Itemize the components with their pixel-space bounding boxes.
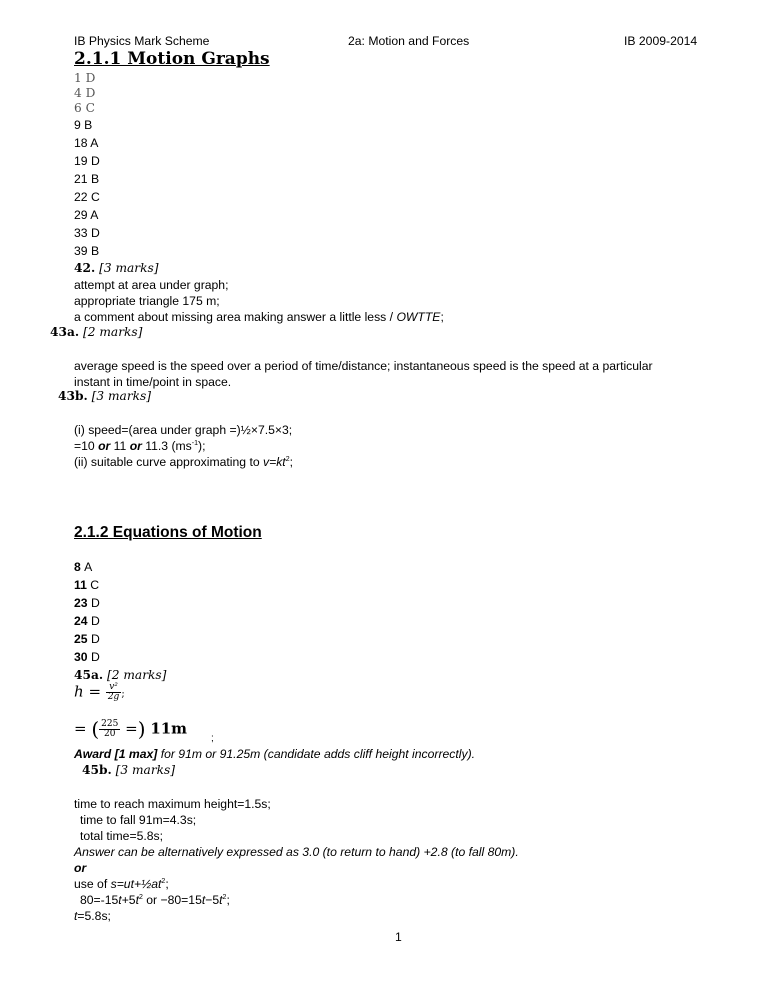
q43a-line: instant in time/point in space. [74,375,232,389]
answer-line: 21 B [74,172,100,186]
text-or: or [129,439,142,453]
q42-line: attempt at area under graph; [74,278,229,292]
header-right: IB 2009-2014 [624,34,698,48]
q45b-line: Answer can be alternatively expressed as 3.0 (to return to hand) +2.8 (to fall 80m). [74,845,519,859]
answer-letter: D [90,614,100,628]
answer-line: 1 D [74,71,96,85]
fraction [99,720,120,739]
header-left: IB Physics Mark Scheme [74,34,210,48]
text: =5.8s; [77,909,111,923]
answer-number: 23 [74,596,88,610]
answer-line [74,560,92,574]
text-italic: OWTTE [396,310,441,324]
q45b-line: time to reach maximum height=1.5s; [74,797,271,811]
text: ; [165,877,169,891]
text-italic: t [118,893,122,907]
text: ; [440,310,444,324]
answer-line [74,614,100,628]
denominator: 20 [104,729,116,739]
equation-result [74,718,187,741]
answer-line: 18 A [74,136,99,150]
text-italic: s=ut+½at [110,877,162,891]
text: +5 [121,893,136,907]
numerator: v² [106,683,122,693]
math-op: = [74,719,87,738]
math-semicolon: ; [121,688,125,700]
page-number: 1 [395,930,402,944]
text: a comment about missing area making answer a little less / [74,310,397,324]
text-italic: t [74,909,78,923]
text: −5 [205,893,220,907]
answer-line: 19 D [74,154,100,168]
text: 80=-15 [80,893,119,907]
math-op: = [88,682,102,701]
text-or: or [98,439,111,453]
text: 11.3 (ms [141,439,192,453]
math-op: = [125,719,138,738]
answer-number: 11 [74,578,87,592]
question-label: 43a. [50,325,80,339]
answer-line: 22 C [74,190,100,204]
q43b-line [74,439,205,453]
text-italic: t [201,893,206,907]
text: =10 [74,439,99,453]
text: use of [74,877,111,891]
q45b-line: time to fall 91m=4.3s; [80,813,197,827]
q45b-line [74,909,111,923]
answer-letter: D [90,596,100,610]
equation-h [74,683,125,702]
math-var: h [74,682,84,701]
math-result: 11m [150,719,188,738]
award-text: for 91m or 91.25m (candidate adds cliff height incorrectly). [157,747,476,761]
answer-line [74,632,100,646]
answer-letter: C [90,578,100,592]
text: ); [198,439,206,453]
answer-line: 29 A [74,208,99,222]
text: 11 [110,439,130,453]
question-label: 42. [74,261,96,275]
paren-left-icon: ( [91,717,100,741]
q45b-line [80,893,230,907]
q42-line: appropriate triangle 175 m; [74,294,220,308]
question-42-heading [74,261,159,275]
answer-number: 8 [74,560,81,574]
question-label: 45b. [82,763,112,777]
answer-line [74,650,100,664]
math-semicolon: ; [211,733,214,744]
answer-number: 30 [74,650,88,664]
question-label: 45a. [74,668,104,682]
answer-line [74,596,100,610]
award-bold: Award [1 max] [74,747,158,761]
superscript: 2 [222,893,227,901]
question-45b-heading [82,763,175,777]
q43a-line: average speed is the speed over a period of time/distance; instantaneous speed is the speed at a particular [74,359,653,373]
answer-line: 33 D [74,226,100,240]
text-italic: v=kt [263,455,286,469]
marks-label: [2 marks] [106,668,167,682]
text: or −80=15 [142,893,202,907]
section-title-motion-graphs: 2.1.1 Motion Graphs [74,49,270,69]
answer-line [74,578,99,592]
section-title-equations-of-motion: 2.1.2 Equations of Motion [74,524,262,541]
answer-letter: D [90,650,100,664]
answer-letter: A [84,560,93,574]
q43b-line: (i) speed=(area under graph =)½×7.5×3; [74,423,293,437]
answer-line: 9 B [74,118,93,132]
marks-label: [3 marks] [115,763,176,777]
superscript: 2 [161,877,166,885]
fraction [106,682,125,702]
text: (ii) suitable curve approximating to [74,455,263,469]
question-45a-heading [74,668,166,682]
text: ; [226,893,230,907]
answer-line: 6 C [74,101,95,115]
marks-label: [2 marks] [82,325,143,339]
q45b-or: or [74,861,87,875]
superscript: -1 [191,439,199,447]
answer-line: 4 D [74,86,96,100]
text-italic: t [135,893,139,907]
answer-number: 24 [74,614,88,628]
superscript: 2 [285,455,290,463]
award-note [74,747,475,761]
text: ; [289,455,293,469]
header-center: 2a: Motion and Forces [348,34,470,48]
q42-line [74,310,444,324]
answer-number: 25 [74,632,88,646]
marks-label: [3 marks] [99,261,159,275]
question-43b-heading [58,389,151,403]
answer-letter: D [90,632,100,646]
superscript: 2 [138,893,143,901]
q45b-line [74,877,169,891]
numerator: 225 [101,719,119,729]
text-italic: t [219,893,223,907]
question-43a-heading [50,325,142,339]
marks-label: [3 marks] [91,389,152,403]
q43b-line [74,455,293,469]
denominator: 2g [107,692,120,702]
question-label: 43b. [58,389,88,403]
paren-right-icon: ) [137,717,146,741]
q45b-line: total time=5.8s; [80,829,163,843]
answer-line: 39 B [74,244,100,258]
